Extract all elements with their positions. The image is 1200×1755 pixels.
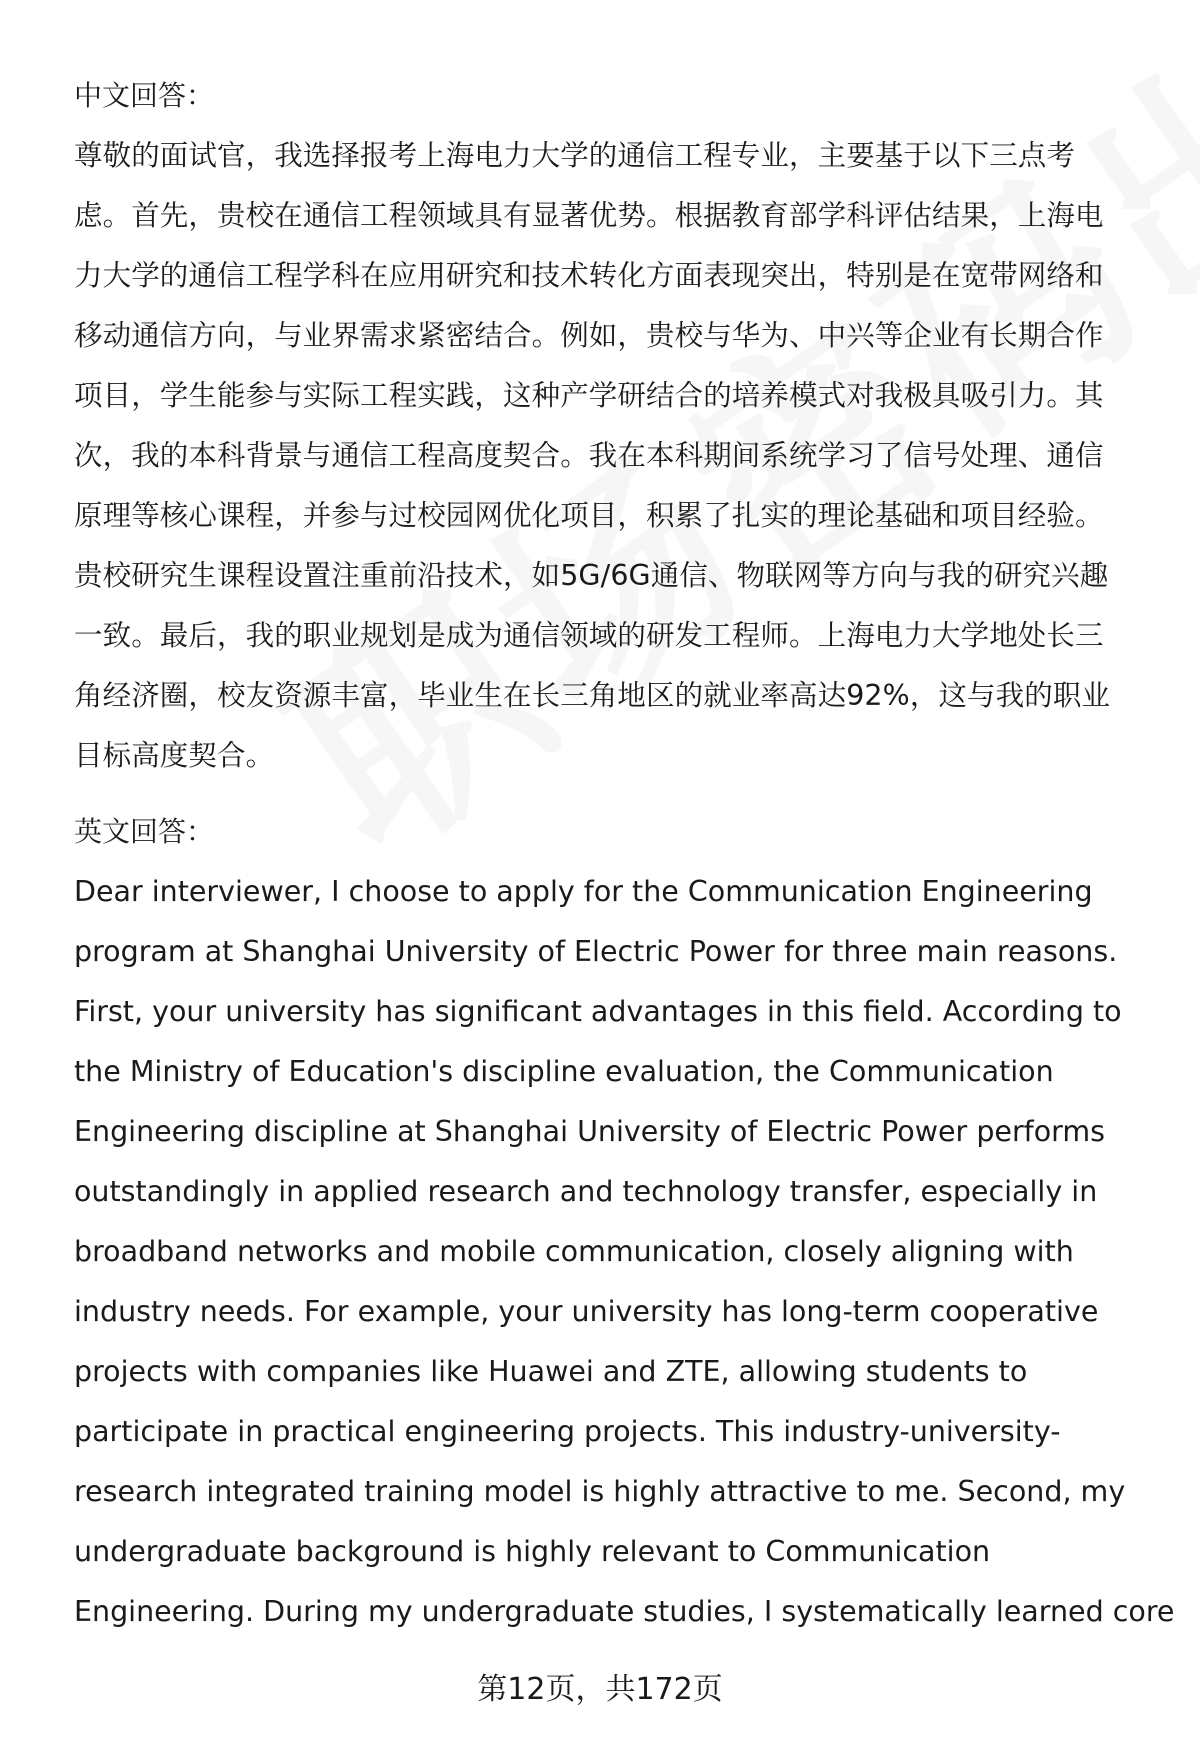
paragraph-line: Engineering discipline at Shanghai University of Electric Power performs — [74, 1115, 1105, 1148]
paragraph-line: broadband networks and mobile communication, closely aligning with — [74, 1235, 1074, 1268]
paragraph-line: outstandingly in applied research and technology transfer, especially in — [74, 1175, 1098, 1208]
paragraph-line: 虑。首先，贵校在通信工程领域具有显著优势。根据教育部学科评估结果，上海电 — [74, 199, 1104, 232]
paragraph-line: 移动通信方向，与业界需求紧密结合。例如，贵校与华为、中兴等企业有长期合作 — [74, 319, 1104, 352]
paragraph-line: 一致。最后，我的职业规划是成为通信领域的研发工程师。上海电力大学地处长三 — [74, 619, 1104, 652]
paragraph-line: undergraduate background is highly relevant to Communication — [74, 1535, 991, 1568]
paragraph-line: Dear interviewer, I choose to apply for the Communication Engineering — [74, 875, 1093, 908]
paragraph-line: projects with companies like Huawei and ZTE, allowing students to — [74, 1355, 1028, 1388]
paragraph-line: program at Shanghai University of Electric Power for three main reasons. — [74, 935, 1118, 968]
chinese-answer-heading: 中文回答： — [74, 79, 215, 112]
paragraph-line: industry needs. For example, your university has long-term cooperative — [74, 1295, 1099, 1328]
paragraph-line: First, your university has significant advantages in this field. According to — [74, 995, 1122, 1028]
section-spacer — [74, 786, 1160, 802]
paragraph-line: 原理等核心课程，并参与过校园网优化项目，积累了扎实的理论基础和项目经验。 — [74, 499, 1104, 532]
paragraph-line: 力大学的通信工程学科在应用研究和技术转化方面表现突出，特别是在宽带网络和 — [74, 259, 1104, 292]
document-content — [74, 66, 1175, 1642]
paragraph-line: Engineering. During my undergraduate studies, I systematically learned core — [74, 1595, 1175, 1628]
paragraph-line: 角经济圈，校友资源丰富，毕业生在长三角地区的就业率高达92%，这与我的职业 — [74, 679, 1111, 712]
english-answer-heading: 英文回答： — [74, 815, 215, 848]
paragraph-line: research integrated training model is highly attractive to me. Second, my — [74, 1475, 1126, 1508]
paragraph-line: 贵校研究生课程设置注重前沿技术，如5G/6G通信、物联网等方向与我的研究兴趣 — [74, 559, 1109, 592]
paragraph-line: 次，我的本科背景与通信工程高度契合。我在本科期间系统学习了信号处理、通信 — [74, 439, 1104, 472]
page-number: 第12页，共172页 — [477, 1672, 723, 1707]
paragraph-line: 尊敬的面试官，我选择报考上海电力大学的通信工程专业，主要基于以下三点考 — [74, 139, 1076, 172]
chinese-answer-paragraph — [74, 126, 1160, 786]
paragraph-line: the Ministry of Education's discipline evaluation, the Communication — [74, 1055, 1054, 1088]
paragraph-line: 项目，学生能参与实际工程实践，这种产学研结合的培养模式对我极具吸引力。其 — [74, 379, 1104, 412]
paragraph-line: 目标高度契合。 — [74, 739, 275, 772]
english-answer-paragraph — [74, 862, 1175, 1642]
paragraph-line: participate in practical engineering projects. This industry-university- — [74, 1415, 1061, 1448]
